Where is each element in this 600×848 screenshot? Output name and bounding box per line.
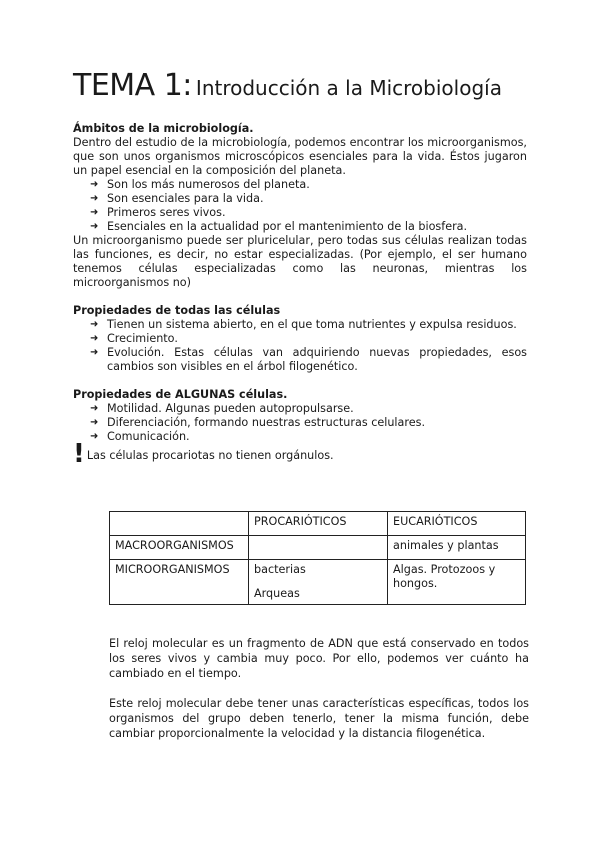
note-text: Las células procariotas no tienen orgánulos.: [86, 449, 334, 462]
section-heading-ambitos: Ámbitos de la microbiología.: [73, 122, 254, 135]
paragraph: Este reloj molecular debe tener unas características específicas, todos los organismos del grupo deben tenerlo, tener la misma función, debe cambiar proporcionalmente la velocidad y la distancia filogenética.: [109, 697, 529, 740]
list-item: ➜ Crecimiento.: [90, 332, 527, 346]
table-cell: [110, 512, 249, 536]
list-item: ➜ Son los más numerosos del planeta.: [90, 178, 527, 192]
table-cell: Algas. Protozoos y hongos.: [388, 560, 526, 605]
table-header-eucariotas: EUCARIÓTICOS: [388, 512, 526, 536]
page-title: [73, 68, 502, 103]
table-row-label: MACROORGANISMOS: [110, 536, 249, 560]
list-item: ➜ Comunicación.: [90, 430, 527, 444]
title-sub: Introducción a la Microbiología: [195, 76, 502, 100]
table-row: [110, 512, 526, 536]
list-item: ➜ Evolución. Estas células van adquiriendo nuevas propiedades, esos cambios son visibles en el árbol filogenético.: [90, 346, 527, 374]
list-item: ➜ Motilidad. Algunas pueden autopropulsarse.: [90, 402, 527, 416]
cell-line: bacterias: [254, 563, 306, 576]
list-item: ➜ Esenciales en la actualidad por el mantenimiento de la biosfera.: [90, 220, 527, 234]
algunas-list: [73, 402, 527, 444]
table-cell: animales y plantas: [388, 536, 526, 560]
table-header-procariotas: PROCARIÓTICOS: [249, 512, 388, 536]
table-row: [110, 560, 526, 605]
list-item: ➜ Tienen un sistema abierto, en el que toma nutrientes y expulsa residuos.: [90, 318, 527, 332]
exclamation-icon: !: [73, 439, 85, 469]
table-row: [110, 536, 526, 560]
table-row-label: MICROORGANISMOS: [110, 560, 249, 605]
section-heading-algunas: Propiedades de ALGUNAS células.: [73, 388, 288, 401]
table-cell: [249, 560, 388, 605]
todas-list: [73, 318, 527, 374]
paragraph: El reloj molecular es un fragmento de ADN que está conservado en todos los seres vivos y cambia muy poco. Por ello, podemos ver cuánto ha cambiado en el tiempo.: [109, 637, 529, 680]
cell-types-table: [109, 511, 526, 605]
section-heading-todas: Propiedades de todas las células: [73, 304, 281, 317]
title-main: TEMA 1:: [73, 68, 192, 103]
ambitos-outro: Un microorganismo puede ser pluricelular, pero todas sus células realizan todas las funciones, es decir, no estar especializadas. (Por ejemplo, el ser humano tenemos células especializadas como las neuronas, mientras los microorganismos no): [73, 234, 527, 289]
cell-line: Arqueas: [254, 587, 300, 600]
list-item: ➜ Diferenciación, formando nuestras estructuras celulares.: [90, 416, 527, 430]
table-cell: [249, 536, 388, 560]
ambitos-list: [73, 178, 527, 234]
warning-note: [73, 439, 527, 469]
ambitos-intro: Dentro del estudio de la microbiología, podemos encontrar los microorganismos, que son unos organismos microscópicos esenciales para la vida. Éstos jugaron un papel esencial en la composición del planeta.: [73, 136, 527, 177]
main-content: [73, 122, 527, 469]
list-item: ➜ Primeros seres vivos.: [90, 206, 527, 220]
list-item: ➜ Son esenciales para la vida.: [90, 192, 527, 206]
reloj-molecular-section: [109, 636, 529, 756]
